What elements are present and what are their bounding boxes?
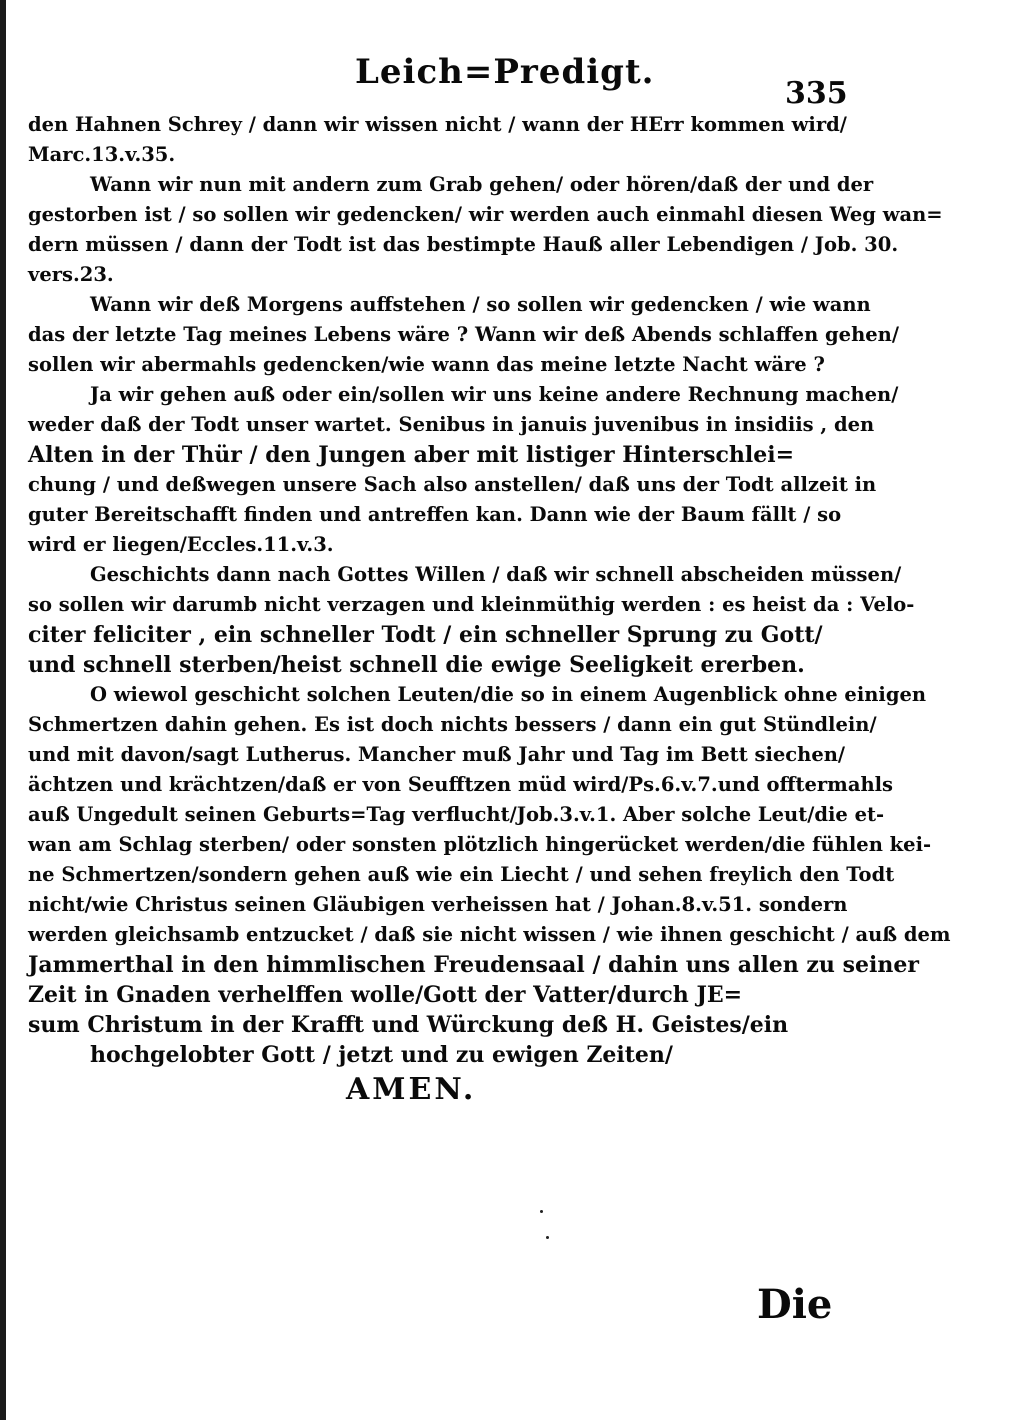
text-line: weder daß der Todt unser wartet. Senibus in januis juvenibus in insidiis , den (28, 413, 875, 436)
text-line: nicht/wie Christus seinen Gläubigen verheissen hat / Johan.8.v.51. sondern (28, 893, 848, 916)
text-line: und mit davon/sagt Lutherus. Mancher muß Jahr und Tag im Bett siechen/ (28, 743, 846, 766)
text-line: O wiewol geschicht solchen Leuten/die so in einem Augenblick ohne einigen (90, 683, 927, 706)
text-line: guter Bereitschafft finden und antreffen kan. Dann wie der Baum fällt / so (28, 503, 842, 526)
text-line: das der letzte Tag meines Lebens wäre ? Wann wir deß Abends schlaffen gehen/ (28, 323, 899, 346)
text-line: Alten in der Thür / den Jungen aber mit listiger Hinterschlei= (28, 442, 795, 468)
text-line: werden gleichsamb entzucket / daß sie nicht wissen / wie ihnen geschicht / auß dem (28, 923, 951, 946)
text-line: gestorben ist / so sollen wir gedencken/ wir werden auch einmahl diesen Weg wan= (28, 203, 943, 226)
text-line: chung / und deßwegen unsere Sach also anstellen/ daß uns der Todt allzeit in (28, 473, 877, 496)
text-line: dern müssen / dann der Todt ist das bestimpte Hauß aller Lebendigen / Job. 30. (28, 233, 899, 256)
text-line: Geschichts dann nach Gottes Willen / daß wir schnell abscheiden müssen/ (90, 563, 902, 586)
text-line: Wann wir nun mit andern zum Grab gehen/ oder hören/daß der und der (90, 173, 874, 196)
scan-edge (0, 0, 6, 1420)
text-line: wan am Schlag sterben/ oder sonsten plötzlich hingerücket werden/die fühlen kei- (28, 833, 932, 856)
text-line: sum Christum in der Krafft und Würckung deß H. Geistes/ein (28, 1012, 789, 1038)
print-speck (540, 1210, 543, 1213)
text-line: ächtzen und krächtzen/daß er von Seufftzen müd wird/Ps.6.v.7.und offtermahls (28, 773, 894, 796)
print-speck (546, 1236, 549, 1239)
text-line: Marc.13.v.35. (28, 143, 176, 166)
running-title: Leich=Predigt. (355, 52, 655, 92)
text-line: Wann wir deß Morgens auffstehen / so sollen wir gedencken / wie wann (90, 293, 871, 316)
running-head (0, 52, 1024, 111)
catchword: Die (757, 1281, 833, 1328)
text-line: Schmertzen dahin gehen. Es ist doch nichts bessers / dann ein gut Stündlein/ (28, 713, 877, 736)
text-line: ne Schmertzen/sondern gehen auß wie ein Liecht / und sehen freylich den Todt (28, 863, 895, 886)
text-line: den Hahnen Schrey / dann wir wissen nicht / wann der HErr kommen wird/ (28, 113, 847, 136)
text-line: Jammerthal in den himmlischen Freudensaal / dahin uns allen zu seiner (28, 952, 919, 978)
text-line: sollen wir abermahls gedencken/wie wann das meine letzte Nacht wäre ? (28, 353, 825, 376)
text-line: Ja wir gehen auß oder ein/sollen wir uns keine andere Rechnung machen/ (90, 383, 899, 406)
body-text (28, 110, 951, 1110)
text-line: citer feliciter , ein schneller Todt / ein schneller Sprung zu Gott/ (28, 622, 823, 648)
text-line: so sollen wir darumb nicht verzagen und kleinmüthig werden : es heist da : Velo- (28, 593, 915, 616)
text-line: wird er liegen/Eccles.11.v.3. (28, 533, 334, 556)
page-number: 335 (785, 76, 848, 111)
text-line: und schnell sterben/heist schnell die ewige Seeligkeit ererben. (28, 652, 805, 678)
text-line: hochgelobter Gott / jetzt und zu ewigen Zeiten/ (90, 1042, 673, 1068)
text-line: Zeit in Gnaden verhelffen wolle/Gott der Vatter/durch JE= (28, 982, 743, 1008)
text-line: vers.23. (28, 263, 114, 286)
closing-amen: AMEN. (346, 1072, 477, 1107)
text-line: auß Ungedult seinen Geburts=Tag verflucht/Job.3.v.1. Aber solche Leut/die et- (28, 803, 885, 826)
